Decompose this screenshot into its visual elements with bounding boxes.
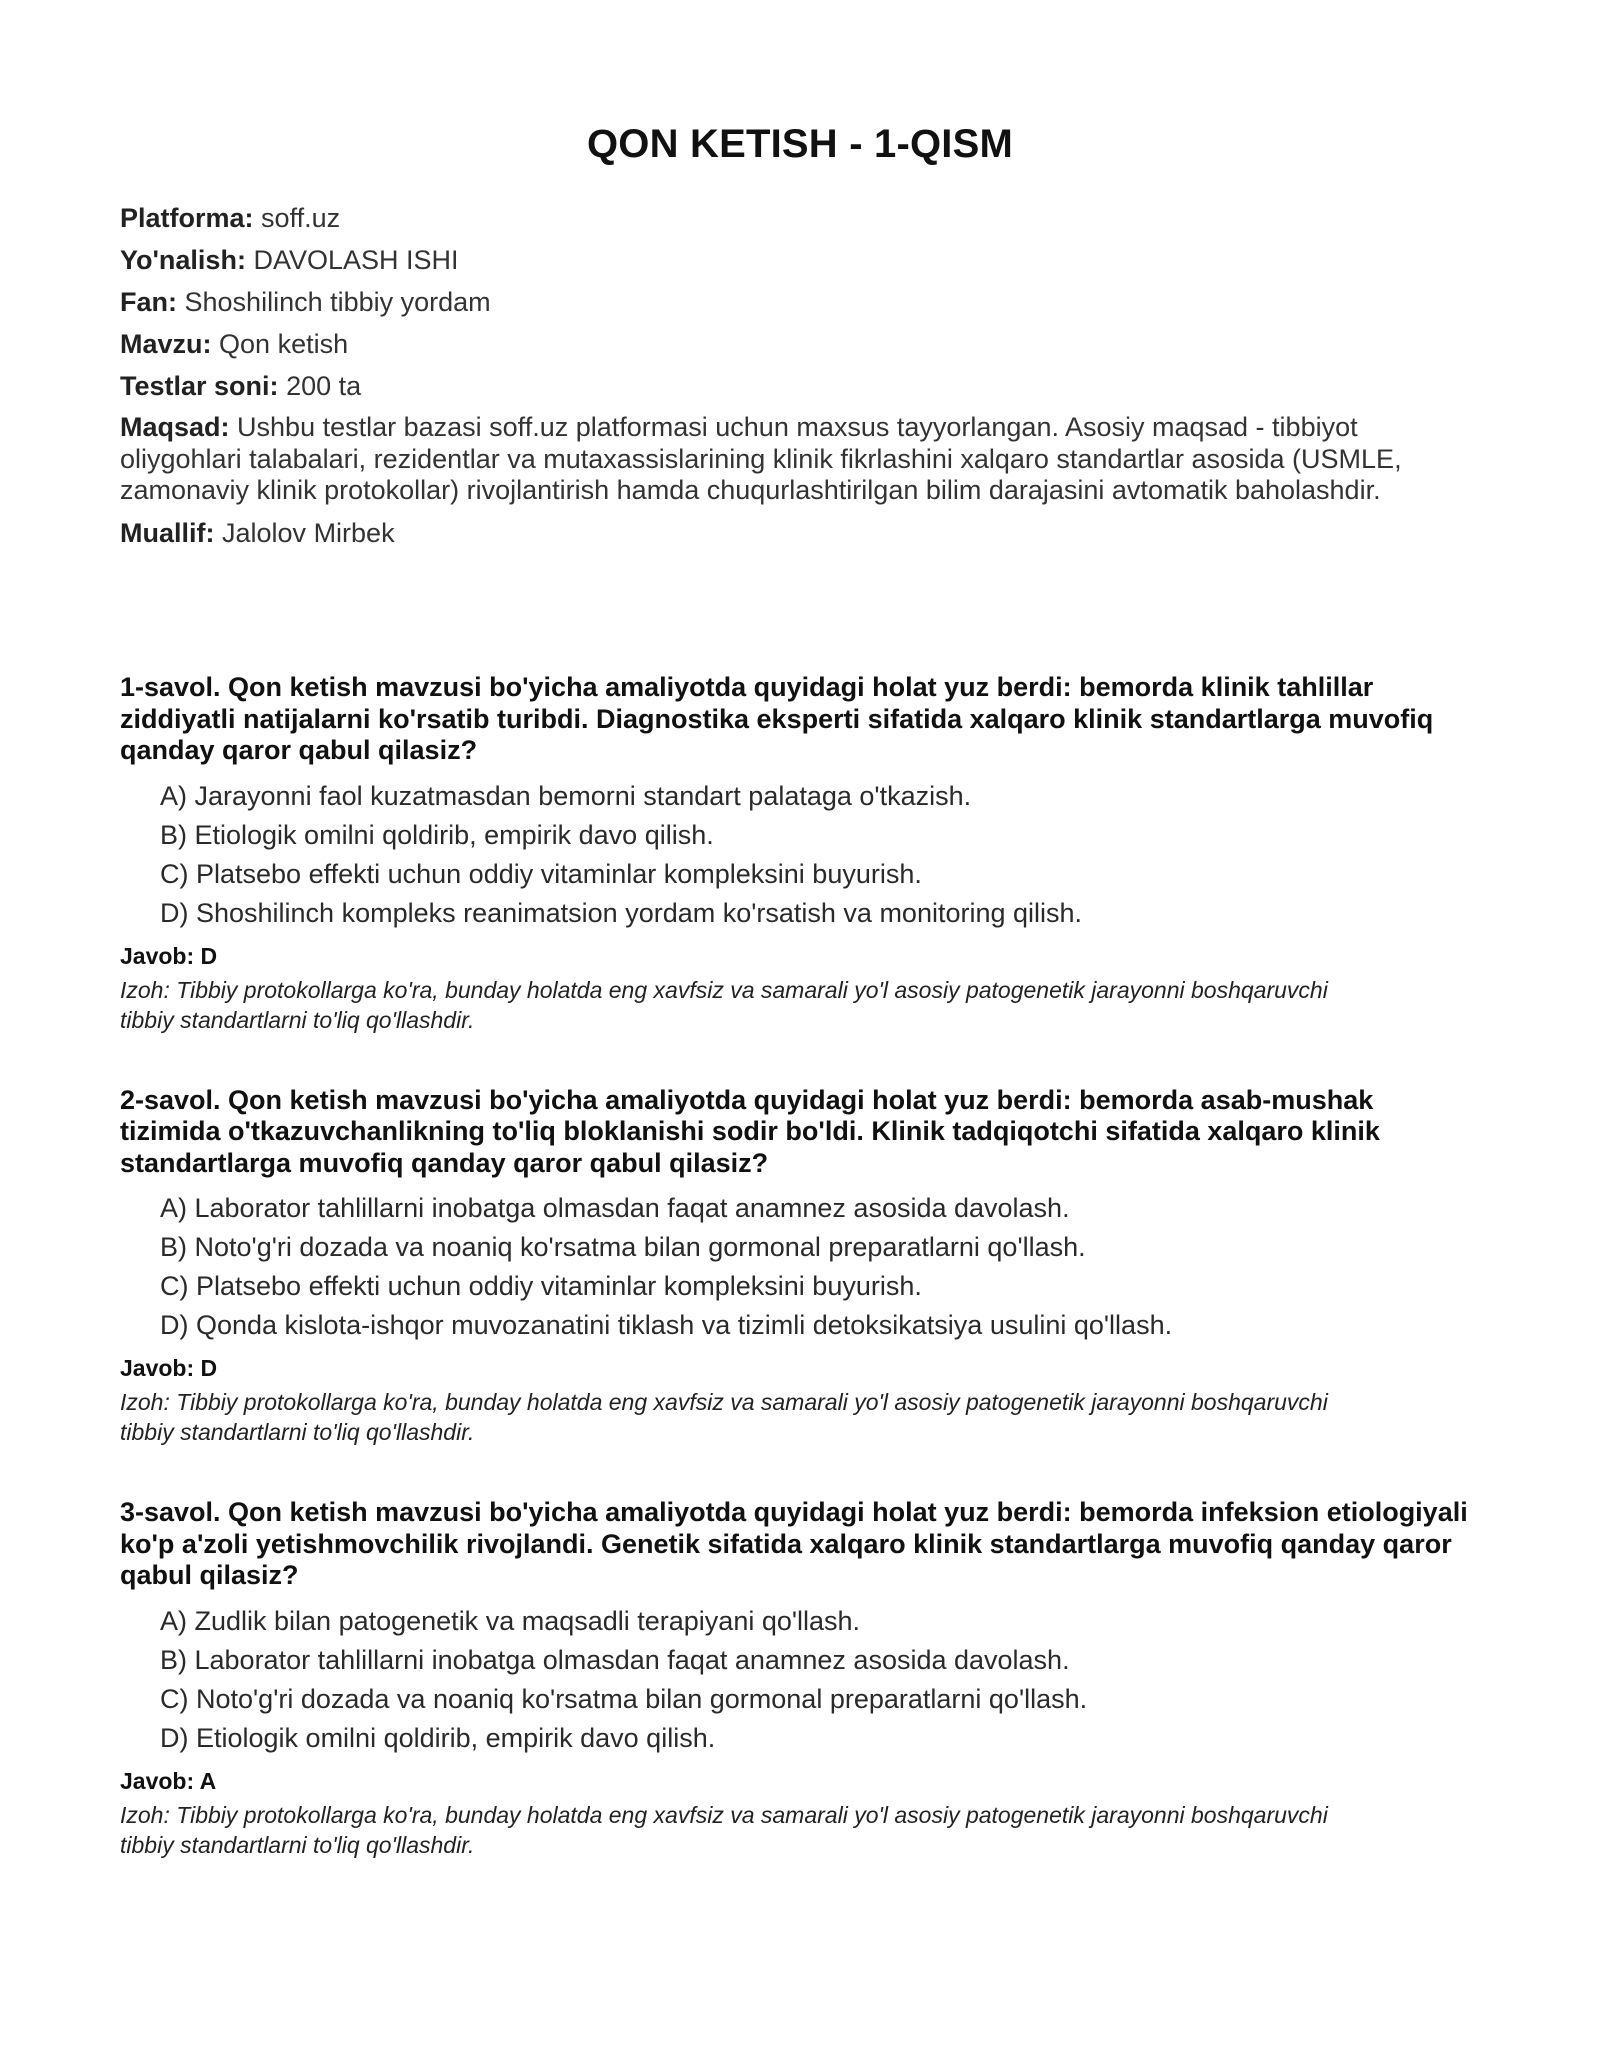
option-b: B) Laborator tahlillarni inobatga olmasdan faqat anamnez asosida davolash. (160, 1644, 1070, 1675)
question-title: 1-savol. Qon ketish mavzusi bo'yicha amaliyotda quyidagi holat yuz berdi: bemorda klinik tahlillar ziddiyatli natijalarni ko'rsatib turibdi. Diagnostika eksperti sifatida xalqaro klinik standartlarga muvofiq qanday qaror qabul qilasiz? (120, 672, 1434, 765)
meta-label: Yo'nalish: (120, 245, 246, 275)
option-b: B) Noto'g'ri dozada va noaniq ko'rsatma bilan gormonal preparatlarni qo'llash. (160, 1232, 1086, 1262)
option-c: C) Noto'g'ri dozada va noaniq ko'rsatma bilan gormonal preparatlarni qo'llash. (160, 1683, 1088, 1714)
meta-value: soff.uz (261, 203, 341, 233)
meta-label: Fan: (120, 287, 177, 317)
meta-label: Maqsad: (120, 412, 230, 442)
meta-label: Muallif: (120, 517, 215, 548)
option-list (120, 1602, 1480, 1758)
option-a: A) Zudlik bilan patogenetik va maqsadli terapiyani qo'llash. (160, 1605, 861, 1636)
meta-mavzu (120, 328, 1480, 360)
meta-value: Qon ketish (219, 329, 349, 359)
question-title: 2-savol. Qon ketish mavzusi bo'yicha amaliyotda quyidagi holat yuz berdi: bemorda asab-mushak tizimida o'tkazuvchanlikning to'liq bloklanishi sodir bo'ldi. Klinik tadqiqotchi sifatida xalqaro klinik standartlarga muvofiq qanday qaror qabul qilasiz? (120, 1084, 1380, 1178)
meta-label: Testlar soni: (120, 371, 279, 401)
answer-label: Javob: A (120, 1767, 217, 1794)
meta-value: Jalolov Mirbek (222, 517, 395, 548)
meta-value: 200 ta (286, 371, 362, 401)
option-list (120, 777, 1480, 933)
option-a: A) Jarayonni faol kuzatmasdan bemorni standart palataga o'tkazish. (160, 780, 972, 811)
option-d: D) Etiologik omilni qoldirib, empirik davo qilish. (160, 1722, 716, 1753)
option-d: D) Shoshilinch kompleks reanimatsion yordam ko'rsatish va monitoring qilish. (160, 897, 1083, 928)
document-title: QON KETISH - 1-QISM (586, 122, 1014, 166)
meta-label: Platforma: (120, 203, 254, 233)
explanation-text: Izoh: Tibbiy protokollarga ko'ra, bunday holatda eng xavfsiz va samarali yo'l asosiy patogenetik jarayonni boshqaruvchi tibbiy standartlarni to'liq qo'llashdir. (120, 1389, 1328, 1445)
option-d: D) Qonda kislota-ishqor muvozanatini tiklash va tizimli detoksikatsiya usulini qo'llash. (160, 1310, 1173, 1340)
answer-label: Javob: D (120, 1355, 218, 1381)
meta-value: Ushbu testlar bazasi soff.uz platformasi uchun maxsus tayyorlangan. Asosiy maqsad - tibbiyot oliygohlari talabalari, rezidentlar va mutaxassislarining klinik fikrlashini xalqaro standartlar asosida (USMLE, zamonaviy klinik protokollar) rivojlantirish hamda chuqurlashtirilgan bilim darajasini avtomatik baholashdir. (120, 412, 1402, 505)
option-list (120, 1189, 1480, 1345)
meta-value: DAVOLASH ISHI (253, 245, 459, 275)
question-3 (120, 1497, 1480, 1860)
question-list (120, 672, 1480, 1910)
meta-maqsad (120, 412, 1480, 507)
option-b: B) Etiologik omilni qoldirib, empirik davo qilish. (160, 819, 714, 850)
meta-yonalish (120, 244, 1480, 276)
answer-label: Javob: D (120, 942, 218, 969)
meta-fan (120, 286, 1480, 318)
question-2 (120, 1085, 1480, 1448)
meta-muallif (120, 517, 1480, 549)
meta-platforma (120, 202, 1480, 234)
option-a: A) Laborator tahlillarni inobatga olmasdan faqat anamnez asosida davolash. (160, 1193, 1070, 1223)
option-c: C) Platsebo effekti uchun oddiy vitaminlar kompleksini buyurish. (160, 858, 922, 889)
meta-testlar-soni (120, 370, 1480, 402)
explanation-text: Izoh: Tibbiy protokollarga ko'ra, bunday holatda eng xavfsiz va samarali yo'l asosiy patogenetik jarayonni boshqaruvchi tibbiy standartlarni to'liq qo'llashdir. (120, 976, 1328, 1033)
document-meta (120, 202, 1480, 559)
option-c: C) Platsebo effekti uchun oddiy vitaminlar kompleksini buyurish. (160, 1271, 922, 1301)
meta-value: Shoshilinch tibbiy yordam (184, 287, 491, 317)
meta-label: Mavzu: (120, 329, 212, 359)
explanation-text: Izoh: Tibbiy protokollarga ko'ra, bunday holatda eng xavfsiz va samarali yo'l asosiy patogenetik jarayonni boshqaruvchi tibbiy standartlarni to'liq qo'llashdir. (120, 1801, 1328, 1858)
question-title: 3-savol. Qon ketish mavzusi bo'yicha amaliyotda quyidagi holat yuz berdi: bemorda infeksion etiologiyali ko'p a'zoli yetishmovchilik rivojlandi. Genetik sifatida xalqaro klinik standartlarga muvofiq qanday qaror qabul qilasiz? (120, 1497, 1468, 1590)
question-1 (120, 672, 1480, 1035)
